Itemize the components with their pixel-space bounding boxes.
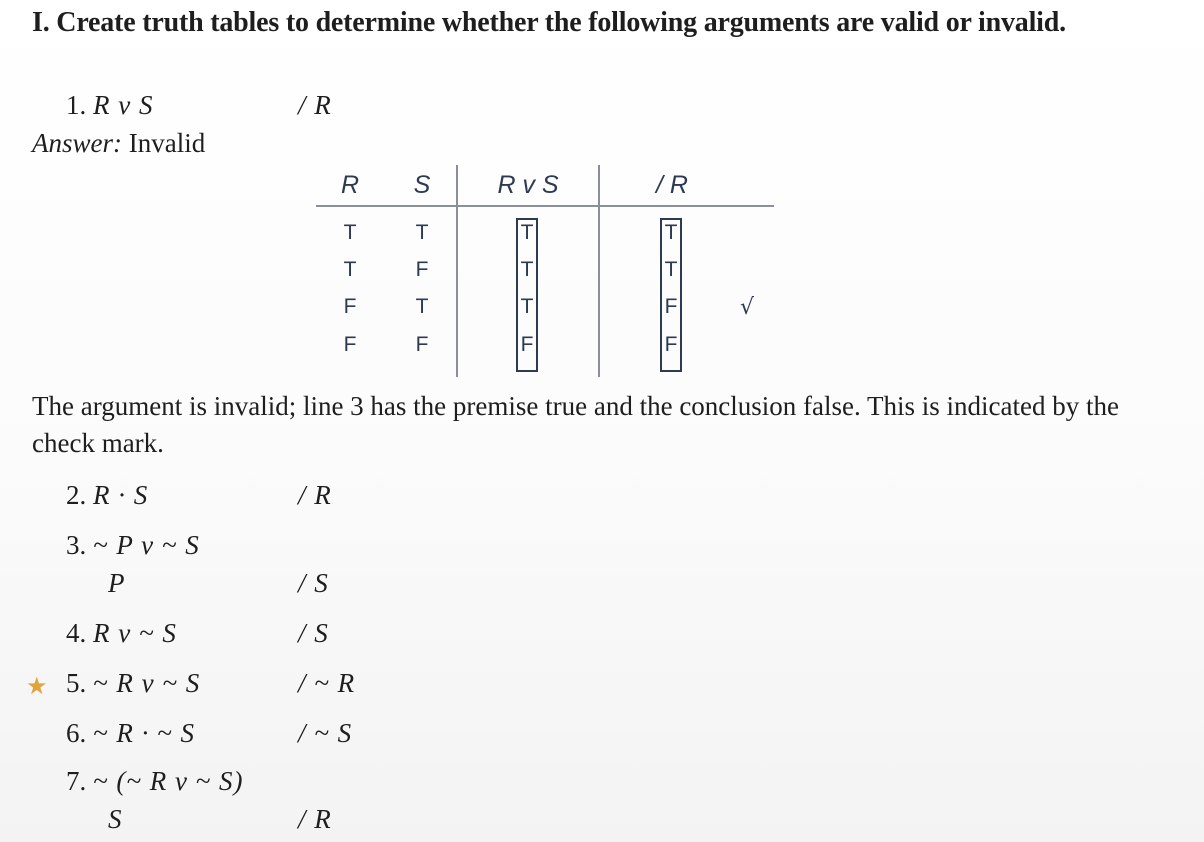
problem-2 xyxy=(66,480,148,511)
problem-1-number: 1. xyxy=(66,90,87,120)
table-cell: F xyxy=(520,333,534,356)
problem-4-conclusion: / S xyxy=(298,618,329,648)
table-cell: T xyxy=(664,221,678,244)
problem-5 xyxy=(66,668,200,699)
table-cell: F xyxy=(343,295,357,318)
problem-2-conclusion: / R xyxy=(298,480,332,510)
problem-7-conclusion: / R xyxy=(298,804,332,834)
table-cell: F xyxy=(664,295,678,318)
table-cell: T xyxy=(343,258,357,281)
problem-6-premise: ~ R · ~ S xyxy=(93,718,195,748)
problem-6-number: 6. xyxy=(66,718,87,748)
table-cell: T xyxy=(664,258,678,281)
table-header-s: S xyxy=(413,171,431,199)
table-cell: F xyxy=(415,333,429,356)
table-cell: T xyxy=(343,221,357,244)
table-cell: T xyxy=(520,295,534,318)
table-cell: F xyxy=(343,333,357,356)
table-column-divider xyxy=(456,165,458,377)
table-header-conclusion: / R xyxy=(656,171,688,199)
problem-3-second-premise: P xyxy=(108,568,126,598)
table-header-premise: R v S xyxy=(497,171,559,199)
table-cell: F xyxy=(664,333,678,356)
table-cell: T xyxy=(415,221,429,244)
problem-3 xyxy=(66,530,200,561)
table-column-divider xyxy=(598,165,600,377)
answer-line xyxy=(32,128,205,159)
table-header-r: R xyxy=(340,171,360,199)
table-cell: F xyxy=(415,258,429,281)
problem-5-premise: ~ R v ~ S xyxy=(93,668,201,698)
problem-2-number: 2. xyxy=(66,480,87,510)
truth-table xyxy=(316,165,776,377)
problem-3-premise: ~ P v ~ S xyxy=(93,530,200,560)
answer-label: Answer: xyxy=(32,128,122,158)
table-header-divider xyxy=(316,205,774,207)
problem-6 xyxy=(66,718,195,749)
problem-2-premise: R · S xyxy=(93,480,149,510)
problem-5-number: 5. xyxy=(66,668,87,698)
star-icon: ★ xyxy=(26,672,48,700)
problem-7-premise: ~ (~ R v ~ S) xyxy=(93,766,244,796)
explanation-paragraph: The argument is invalid; line 3 has the premise true and the conclusion false. This is indicated by the check mark. xyxy=(32,391,1119,458)
check-mark: √ xyxy=(740,295,755,320)
problem-7-second-premise: S xyxy=(108,804,123,834)
table-cell: T xyxy=(415,295,429,318)
answer-value: Invalid xyxy=(128,128,206,158)
problem-4-number: 4. xyxy=(66,618,87,648)
problem-7 xyxy=(66,766,244,797)
problem-1-premise: R v S xyxy=(93,90,154,120)
problem-1-conclusion: / R xyxy=(298,90,332,120)
problem-7-number: 7. xyxy=(66,766,87,796)
problem-3-number: 3. xyxy=(66,530,87,560)
problem-5-conclusion: / ~ R xyxy=(298,668,356,698)
problem-4-premise: R v ~ S xyxy=(93,618,177,648)
table-cell: T xyxy=(520,258,534,281)
problem-6-conclusion: / ~ S xyxy=(298,718,353,748)
problem-3-conclusion: / S xyxy=(298,568,329,598)
problem-1 xyxy=(66,90,153,121)
table-cell: T xyxy=(520,221,534,244)
problem-4 xyxy=(66,618,177,649)
exercise-heading: I. Create truth tables to determine whether the following arguments are valid or invalid. xyxy=(32,7,1066,38)
